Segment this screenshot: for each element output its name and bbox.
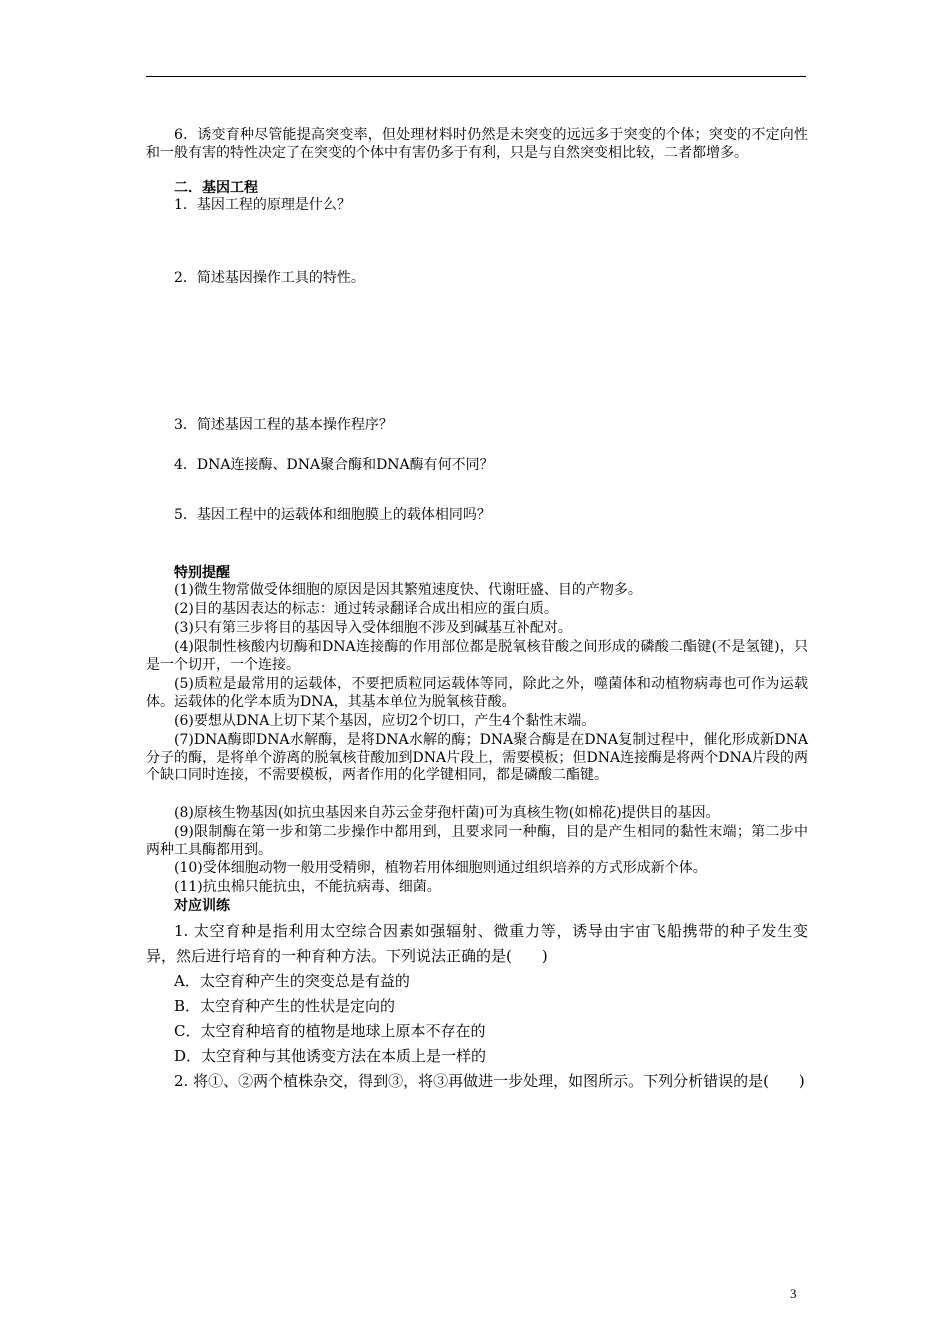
q1-option-d: D．太空育种与其他诱变方法在本质上是一样的: [174, 1047, 487, 1065]
tip-6: (6)要想从DNA上切下某个基因，应切2个切口，产生4个黏性末端。: [174, 713, 596, 729]
tip-3: (3)只有第三步将目的基因导入受体细胞不涉及到碱基互补配对。: [174, 620, 572, 636]
practice-question-2: 2. 将①、②两个植株杂交，得到③，将③再做进一步处理，如图所示。下列分析错误的是( ): [174, 1072, 805, 1090]
header-rule: [146, 76, 806, 77]
question-2: 2．简述基因操作工具的特性。: [174, 270, 365, 286]
q1-option-c: C．太空育种培育的植物是地球上原本不存在的: [174, 1022, 486, 1040]
tip-5: (5)质粒是最常用的运载体，不要把质粒同运载体等同，除此之外，噬菌体和动植物病毒也可作为运载体。运载体的化学本质为DNA，其基本单位为脱氧核苷酸。: [146, 676, 808, 710]
practice-question-1: 1. 太空育种是指利用太空综合因素如强辐射、微重力等，诱导由宇宙飞船携带的种子发生变异，然后进行培育的一种育种方法。下列说法正确的是( ): [146, 922, 808, 965]
page-number: 3: [790, 1286, 797, 1301]
practice-title: 对应训练: [174, 898, 230, 914]
section-title: 二．基因工程: [174, 180, 258, 196]
tips-title: 特别提醒: [174, 565, 230, 581]
tip-9: (9)限制酶在第一步和第二步操作中都用到，且要求同一种酶，目的是产生相同的黏性末端；第二步中两种工具酶都用到。: [146, 824, 808, 858]
intro-paragraph: 6．诱变育种尽管能提高突变率，但处理材料时仍然是未突变的远远多于突变的个体；突变的不定向性和一般有害的特性决定了在突变的个体中有害仍多于有利，只是与自然突变相比较，二者都增多。: [146, 127, 808, 161]
tip-10: (10)受体细胞动物一般用受精卵，植物若用体细胞则通过组织培养的方式形成新个体。: [174, 860, 707, 876]
question-3: 3．简述基因工程的基本操作程序？: [174, 417, 393, 433]
tip-2: (2)目的基因表达的标志：通过转录翻译合成出相应的蛋白质。: [174, 601, 558, 617]
tip-1: (1)微生物常做受体细胞的原因是因其繁殖速度快、代谢旺盛、目的产物多。: [174, 582, 642, 598]
question-5: 5．基因工程中的运载体和细胞膜上的载体相同吗？: [174, 507, 491, 523]
question-1: 1．基因工程的原理是什么？: [174, 197, 351, 213]
tip-8: (8)原核生物基因(如抗虫基因来自苏云金芽孢杆菌)可为真核生物(如棉花)提供目的基因。: [174, 805, 720, 821]
q1-option-a: A．太空育种产生的突变总是有益的: [174, 972, 410, 990]
tip-11: (11)抗虫棉只能抗虫，不能抗病毒、细菌。: [174, 879, 441, 895]
q1-option-b: B．太空育种产生的性状是定向的: [174, 997, 396, 1015]
tip-4: (4)限制性核酸内切酶和DNA连接酶的作用部位都是脱氧核苷酸之间形成的磷酸二酯键(不是氢键)，只是一个切开，一个连接。: [146, 639, 808, 673]
question-4: 4．DNA连接酶、DNA聚合酶和DNA酶有何不同？: [174, 457, 494, 473]
tip-7: (7)DNA酶即DNA水解酶，是将DNA水解的酶；DNA聚合酶是在DNA复制过程中，催化形成新DNA分子的酶，是将单个游离的脱氧核苷酸加到DNA片段上，需要模板；但DNA连接酶是将两个DNA片段的两个缺口同时连接，不需要模板，两者作用的化学键相同，都是磷酸二酯键。: [146, 732, 808, 783]
